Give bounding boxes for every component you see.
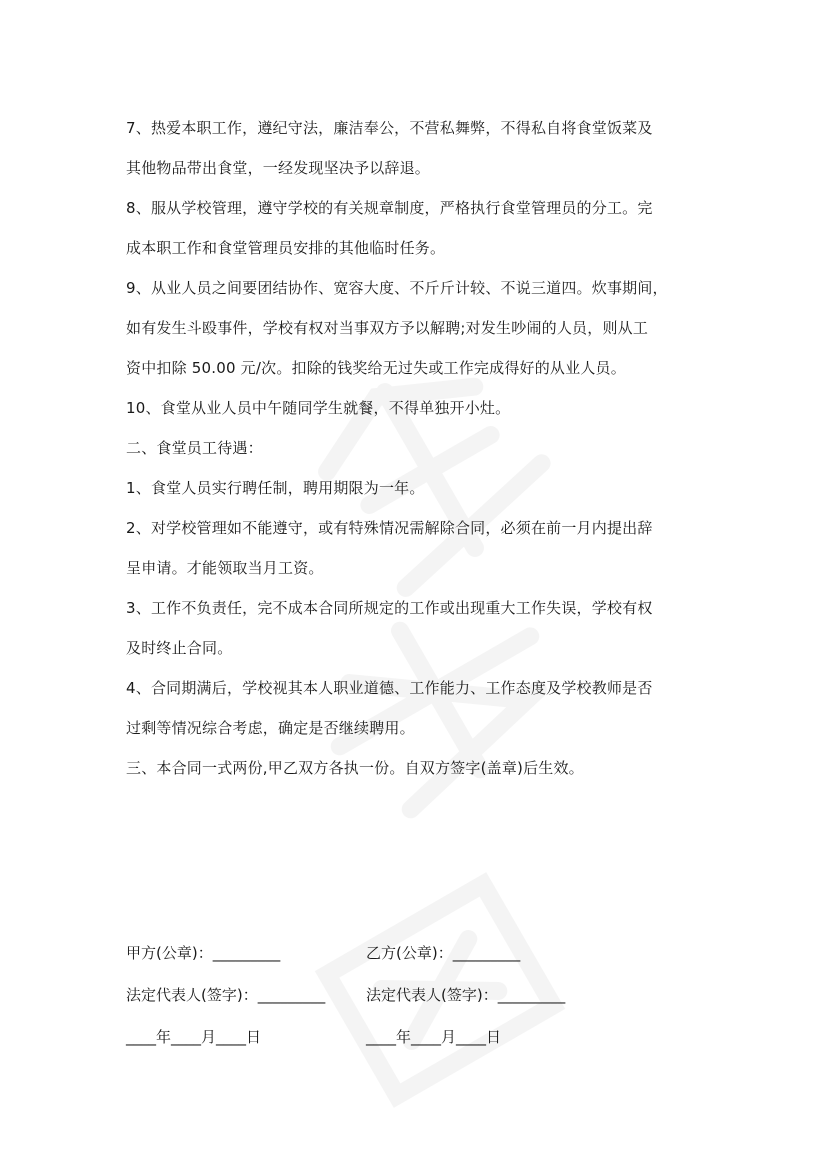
contract-paragraph	[126, 428, 716, 468]
party-a-representative: 法定代表人(签字)：_________	[126, 986, 326, 1004]
paragraph-line: 其他物品带出食堂，一经发现坚决予以辞退。	[126, 159, 431, 177]
paragraph-line: 三、本合同一式两份,甲乙双方各执一份。自双方签字(盖章)后生效。	[126, 759, 584, 777]
party-b-seal: 乙方(公章)：_________	[366, 944, 521, 962]
paragraph-line: 4、合同期满后，学校视其本人职业道德、工作能力、工作态度及学校教师是否	[126, 679, 653, 697]
contract-paragraph	[126, 588, 716, 668]
paragraph-line: 1、食堂人员实行聘任制，聘用期限为一年。	[126, 479, 425, 497]
paragraph-line: 二、食堂员工待遇：	[126, 439, 263, 457]
contract-paragraph	[126, 108, 716, 188]
contract-paragraph	[126, 668, 716, 748]
contract-body	[126, 108, 716, 788]
party-b-representative: 法定代表人(签字)：_________	[366, 986, 566, 1004]
paragraph-line: 3、工作不负责任，完不成本合同所规定的工作或出现重大工作失误，学校有权	[126, 599, 653, 617]
date-row	[126, 1016, 686, 1058]
paragraph-line: 呈申请。才能领取当月工资。	[126, 559, 324, 577]
party-b-date: ____年____月____日	[366, 1028, 502, 1046]
representative-row	[126, 974, 686, 1016]
signature-block	[126, 932, 686, 1058]
contract-paragraph	[126, 748, 716, 788]
contract-paragraph	[126, 388, 716, 428]
paragraph-line: 如有发生斗殴事件，学校有权对当事双方予以解聘;对发生吵闹的人员，则从工	[126, 319, 649, 337]
party-a-seal: 甲方(公章)：_________	[126, 944, 281, 962]
paragraph-line: 7、热爱本职工作，遵纪守法，廉洁奉公，不营私舞弊，不得私自将食堂饭菜及	[126, 119, 653, 137]
paragraph-line: 成本职工作和食堂管理员安排的其他临时任务。	[126, 239, 446, 257]
contract-paragraph	[126, 508, 716, 588]
contract-paragraph	[126, 188, 716, 268]
contract-paragraph	[126, 268, 716, 388]
seal-row	[126, 932, 686, 974]
paragraph-line: 2、对学校管理如不能遵守，或有特殊情况需解除合同，必须在前一月内提出辞	[126, 519, 653, 537]
paragraph-line: 过剩等情况综合考虑，确定是否继续聘用。	[126, 719, 415, 737]
paragraph-line: 10、食堂从业人员中午随同学生就餐，不得单独开小灶。	[126, 399, 511, 417]
paragraph-line: 9、从业人员之间要团结协作、宽容大度、不斤斤计较、不说三道四。炊事期间，	[126, 279, 668, 297]
paragraph-line: 8、服从学校管理，遵守学校的有关规章制度，严格执行食堂管理员的分工。完	[126, 199, 653, 217]
paragraph-line: 及时终止合同。	[126, 639, 233, 657]
contract-paragraph	[126, 468, 716, 508]
party-a-date: ____年____月____日	[126, 1028, 262, 1046]
paragraph-line: 资中扣除 50.00 元/次。扣除的钱奖给无过失或工作完成得好的从业人员。	[126, 359, 626, 377]
